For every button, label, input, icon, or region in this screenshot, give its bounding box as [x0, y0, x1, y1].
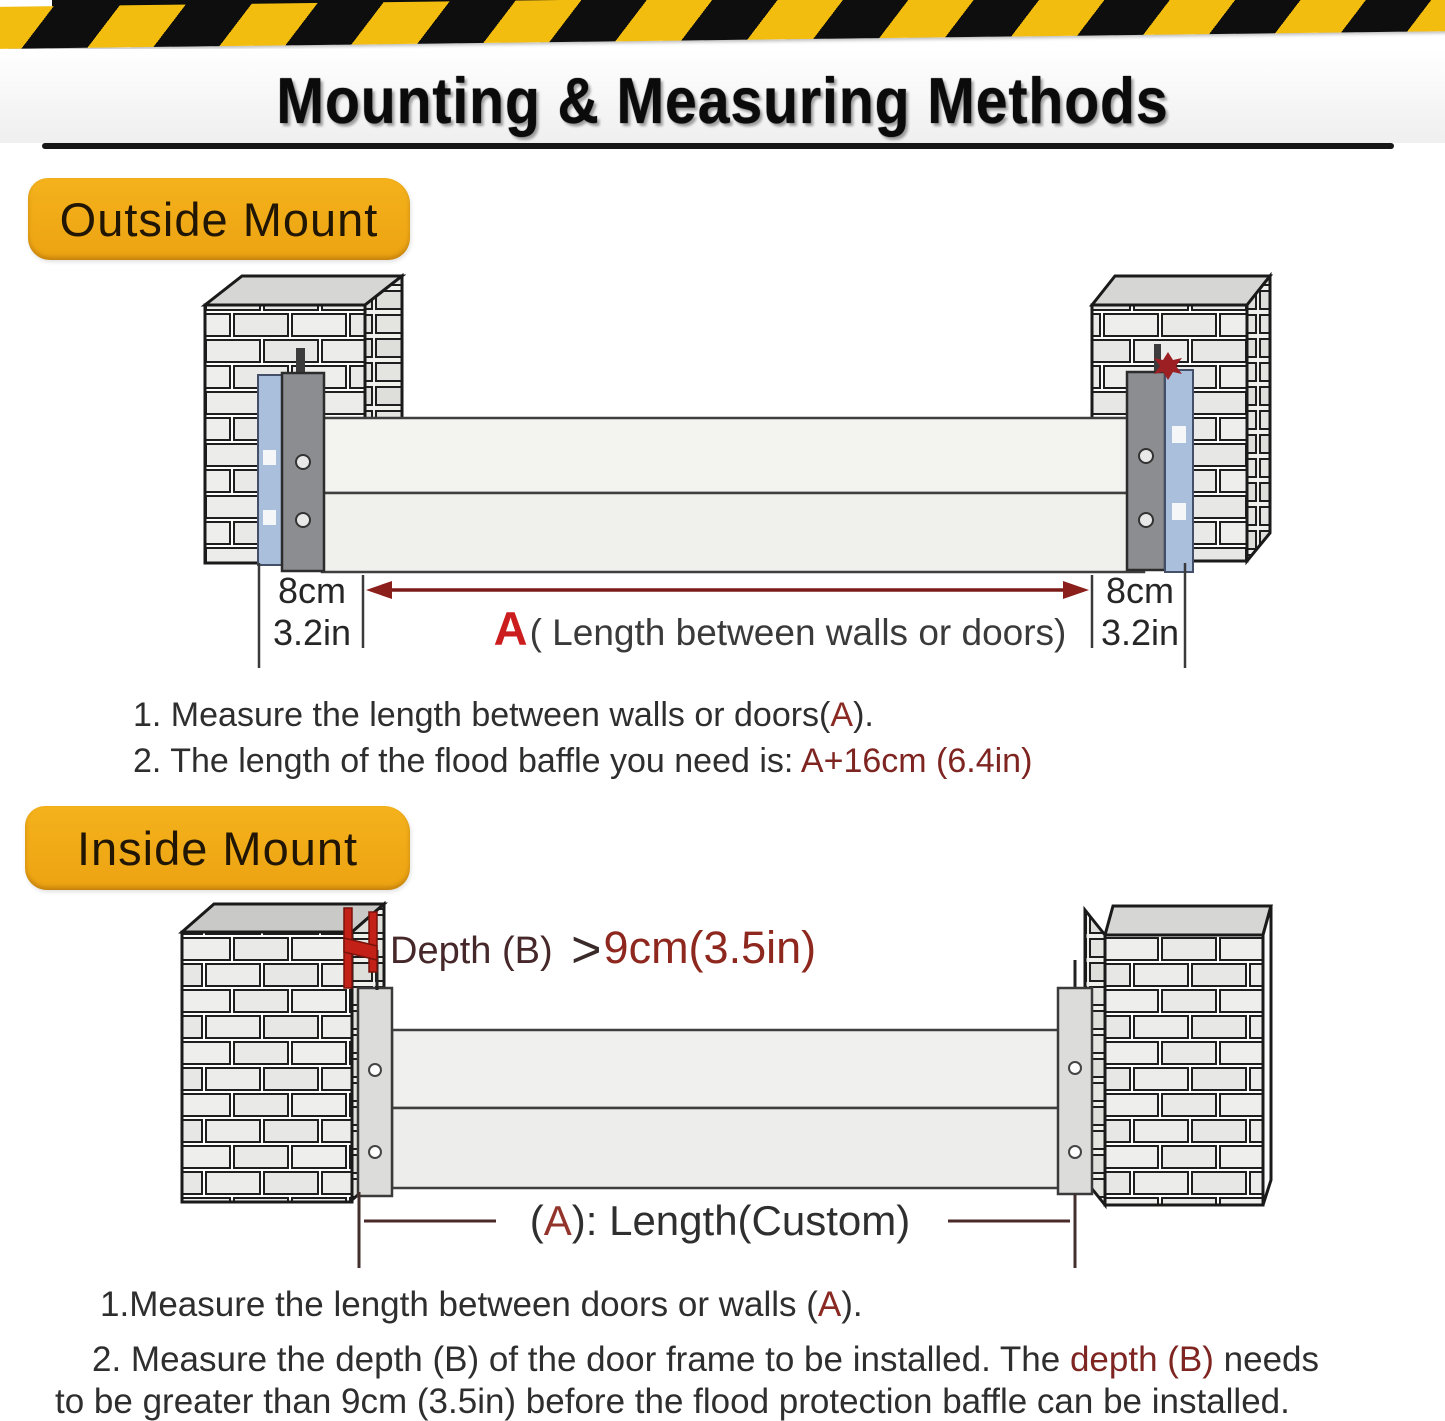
outside-span-text: ( Length between walls or doors)	[529, 612, 1067, 653]
page-title: Mounting & Measuring Methods	[276, 63, 1169, 137]
outside-left-cm-label: 8cm	[277, 570, 346, 611]
inside-step1-text: 1.Measure the length between doors or walls (	[100, 1285, 818, 1324]
depth-value: 9cm(3.5in)	[603, 922, 817, 973]
inside-right-pillar	[1085, 906, 1271, 1205]
inside-step2-accent: depth (B)	[1069, 1340, 1214, 1379]
outside-step2-accent: A+16cm (6.4in)	[800, 742, 1033, 780]
inside-step-2-line2	[55, 1382, 1290, 1421]
outside-right-in-label: 3.2in	[1100, 612, 1180, 653]
inside-step2-post: needs	[1213, 1340, 1320, 1379]
inside-mount-badge	[25, 806, 410, 890]
outside-step1-accent: A	[830, 696, 854, 734]
outside-flood-barrier	[322, 418, 1144, 572]
outside-span-label	[430, 601, 1130, 656]
outside-left-in-label: 3.2in	[272, 612, 352, 653]
outside-mount-badge-label: Outside Mount	[59, 192, 379, 246]
inside-step-2-line1	[92, 1340, 1319, 1380]
outside-mount-badge	[28, 178, 410, 260]
outside-step1-text: 1. Measure the length between walls or doors(	[133, 696, 831, 734]
length-label-post: ): Length(Custom)	[571, 1197, 911, 1244]
outside-right-cm-label: 8cm	[1105, 570, 1174, 611]
inside-step2-line2-text: to be greater than 9cm (3.5in) before the flood protection baffle can be installed.	[55, 1382, 1290, 1421]
inside-step2-text: 2. Measure the depth (B) of the door frame to be installed. The	[92, 1340, 1070, 1379]
length-label-pre: (	[529, 1197, 544, 1244]
outside-step-2	[133, 742, 1032, 781]
inside-flood-barrier	[392, 1030, 1062, 1188]
inside-step-1	[100, 1285, 863, 1325]
length-label-accent: A	[543, 1197, 572, 1244]
inside-length-label	[430, 1197, 1010, 1245]
outside-right-bracket	[1127, 344, 1193, 572]
title-underline	[42, 143, 1394, 149]
outside-step2-text: 2. The length of the flood baffle you need is:	[133, 742, 801, 780]
outside-step1-post: ).	[853, 696, 874, 734]
inside-mount-badge-label: Inside Mount	[76, 821, 359, 875]
inside-step1-post: ).	[841, 1285, 863, 1324]
hazard-stripe-band	[0, 0, 1445, 49]
depth-label	[390, 920, 816, 980]
greater-than-sign: >	[571, 921, 602, 979]
inside-left-plank	[358, 988, 392, 1196]
outside-left-bracket	[258, 348, 324, 571]
outside-span-accent-A: A	[493, 602, 528, 655]
depth-label-text: Depth (B)	[390, 930, 564, 972]
outside-step-1	[133, 696, 874, 735]
inside-right-plank	[1058, 960, 1092, 1194]
inside-step1-accent: A	[817, 1285, 842, 1324]
